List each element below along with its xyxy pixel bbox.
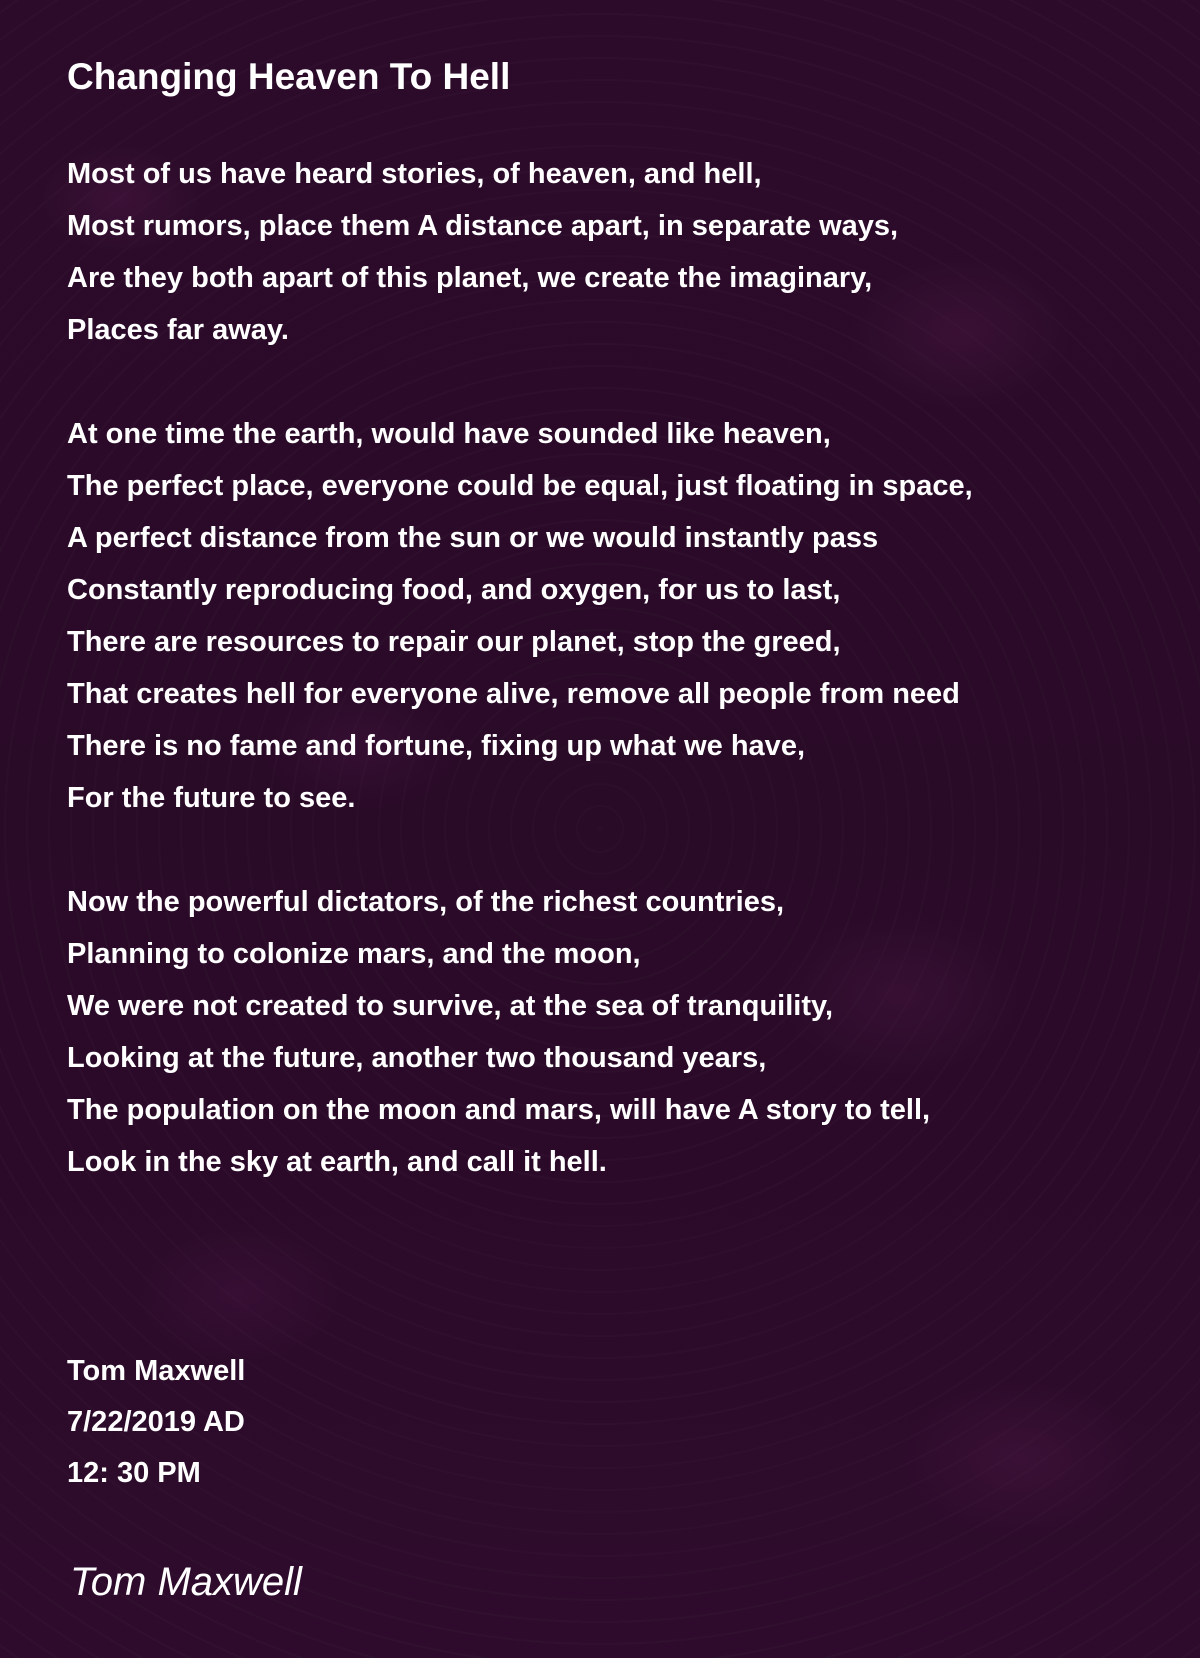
poem-line: Most of us have heard stories, of heaven, and hell, bbox=[67, 158, 762, 190]
author-info bbox=[67, 1346, 245, 1499]
poem-line: There are resources to repair our planet, stop the greed, bbox=[67, 626, 841, 658]
poem-line: That creates hell for everyone alive, remove all people from need bbox=[67, 678, 960, 710]
stanza-1 bbox=[67, 148, 1177, 356]
poem-line: Most rumors, place them A distance apart, in separate ways, bbox=[67, 210, 899, 242]
poem-line: Planning to colonize mars, and the moon, bbox=[67, 938, 641, 970]
poem-body bbox=[67, 148, 1177, 1240]
poem-line: Constantly reproducing food, and oxygen, for us to last, bbox=[67, 574, 841, 606]
author-name: Tom Maxwell bbox=[67, 1355, 246, 1387]
stanza-3 bbox=[67, 876, 1177, 1188]
poem-line: At one time the earth, would have sounded like heaven, bbox=[67, 418, 831, 450]
poem-date: 7/22/2019 AD bbox=[67, 1406, 245, 1438]
author-signature: Tom Maxwell bbox=[70, 1560, 302, 1604]
poem-time: 12: 30 PM bbox=[67, 1457, 201, 1489]
poem-line: A perfect distance from the sun or we would instantly pass bbox=[67, 522, 879, 554]
poem-line: The perfect place, everyone could be equal, just floating in space, bbox=[67, 470, 973, 502]
stanza-2 bbox=[67, 408, 1177, 824]
poem-line: Are they both apart of this planet, we create the imaginary, bbox=[67, 262, 873, 294]
poem-line: We were not created to survive, at the sea of tranquility, bbox=[67, 990, 834, 1022]
poem-line: Now the powerful dictators, of the richest countries, bbox=[67, 886, 785, 918]
poem-line: The population on the moon and mars, will have A story to tell, bbox=[67, 1094, 931, 1126]
poem-line: Looking at the future, another two thousand years, bbox=[67, 1042, 767, 1074]
poem-line: Look in the sky at earth, and call it hell. bbox=[67, 1146, 607, 1178]
poem-line: For the future to see. bbox=[67, 782, 356, 814]
poem-line: There is no fame and fortune, fixing up what we have, bbox=[67, 730, 805, 762]
poem-line: Places far away. bbox=[67, 314, 289, 346]
poem-title: Changing Heaven To Hell bbox=[67, 56, 511, 97]
